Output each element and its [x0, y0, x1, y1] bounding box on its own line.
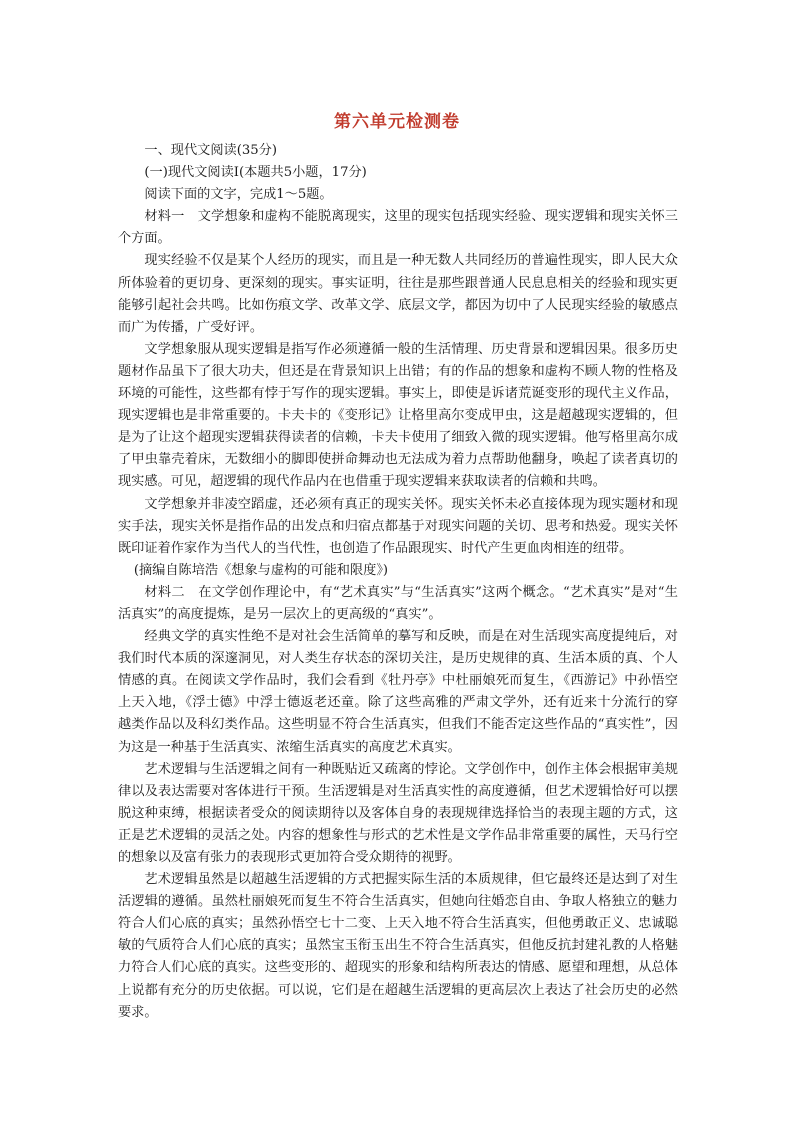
paragraph: 材料二 在文学创作理论中，有“艺术真实”与“生活真实”这两个概念。“艺术真实”是对“生活真实”的高度提炼，是另一层次上的更高级的“真实”。: [118, 584, 678, 622]
paragraph: 文学想象并非凌空蹈虚，还必须有真正的现实关怀。现实关怀未必直接体现为现实题材和现实手法，现实关怀是指作品的出发点和归宿点都基于对现实问题的关切、思考和热爱。现实关怀既印证着作家作为当代人的当代性，也创造了作品跟现实、时代产生更血肉相连的纽带。: [118, 496, 678, 556]
paragraph: 艺术逻辑与生活逻辑之间有一种既贴近又疏离的悖论。文学创作中，创作主体会根据审美规律以及表达需要对客体进行干预。生活逻辑是对生活真实性的高度遵循，但艺术逻辑恰好可以摆脱这种束缚，根据读者受众的阅读期待以及客体自身的表现规律选择恰当的表现主题的方式，这正是艺术逻辑的灵活之处。内容的想象性与形式的艺术性是文学作品非常重要的属性，天马行空的想象以及富有张力的表现形式更加符合受众期待的视野。: [118, 761, 678, 865]
paragraph: 现实经验不仅是某个人经历的现实，而且是一种无数人共同经历的普遍性现实，即人民大众所体验着的更切身、更深刻的现实。事实证明，往往是那些跟普通人民息息相关的经验和现实更能够引起社会共鸣。比如伤痕文学、改革文学、底层文学，都因为切中了人民现实经验的敏感点而广为传播，广受好评。: [118, 253, 678, 335]
source-note: (摘编自陈培浩《想象与虚构的可能和限度》): [133, 562, 389, 578]
subsection-heading: (一)现代文阅读Ⅰ(本题共5小题，17分): [144, 165, 367, 181]
paragraph: 经典文学的真实性绝不是对社会生活简单的摹写和反映，而是在对生活现实高度提纯后，对我们时代本质的深邃洞见，对人类生存状态的深切关注，是历史规律的真、生活本质的真、个人情感的真。在阅读文学作品时，我们会看到《牡丹亭》中杜丽娘死而复生，《西游记》中孙悟空上天入地，《浮士德》中浮士德返老还童。除了这些高雅的严肃文学外，还有近来十分流行的穿越类作品以及科幻类作品。这些明显不符合生活真实，但我们不能否定这些作品的“真实性”，因为这是一种基于生活真实、浓缩生活真实的高度艺术真实。: [118, 629, 678, 755]
paragraph: 材料一 文学想象和虚构不能脱离现实，这里的现实包括现实经验、现实逻辑和现实关怀三个方面。: [118, 209, 678, 247]
page-title: 第六单元检测卷: [334, 112, 460, 132]
section-heading: 一、现代文阅读(35分): [144, 143, 277, 158]
paragraph: 文学想象服从现实逻辑是指写作必须遵循一般的生活情理、历史背景和逻辑因果。很多历史题材作品虽下了很大功夫，但还是在背景知识上出错；有的作品的想象和虚构不顾人物的性格及环境的可能性，这些都有悖于写作的现实逻辑。事实上，即使是诉诸荒诞变形的现代主义作品，现实逻辑也是非常重要的。卡夫卡的《变形记》让格里高尔变成甲虫，这是超越现实逻辑的，但是为了让这个超现实逻辑获得读者的信赖，卡夫卡使用了细致入微的现实逻辑。他写格里高尔成了甲虫靠壳着床，无数细小的脚即使拼命舞动也无法成为着力点帮助他翻身，唤起了读者真切的现实感。可见，超逻辑的现代作品内在也借重于现实逻辑来获取读者的信赖和共鸣。: [118, 341, 678, 490]
instruction: 阅读下面的文字，完成1～5题。: [144, 187, 333, 203]
document-body: [118, 140, 678, 1024]
paragraph: 艺术逻辑虽然是以超越生活逻辑的方式把握实际生活的本质规律，但它最终还是达到了对生活逻辑的遵循。虽然杜丽娘死而复生不符合生活真实，但她向往婚恋自由、争取人格独立的魅力符合人们心底的真实；虽然孙悟空七十二变、上天入地不符合生活真实，但他勇敢正义、忠诚聪敏的气质符合人们心底的真实；虽然宝玉衔玉出生不符合生活真实，但他反抗封建礼教的人格魅力符合人们心底的真实。这些变形的、超现实的形象和结构所表达的情感、愿望和理想，从总体上说都有充分的历史依据。可以说，它们是在超越生活逻辑的更高层次上表达了社会历史的必然要求。: [118, 872, 678, 1020]
